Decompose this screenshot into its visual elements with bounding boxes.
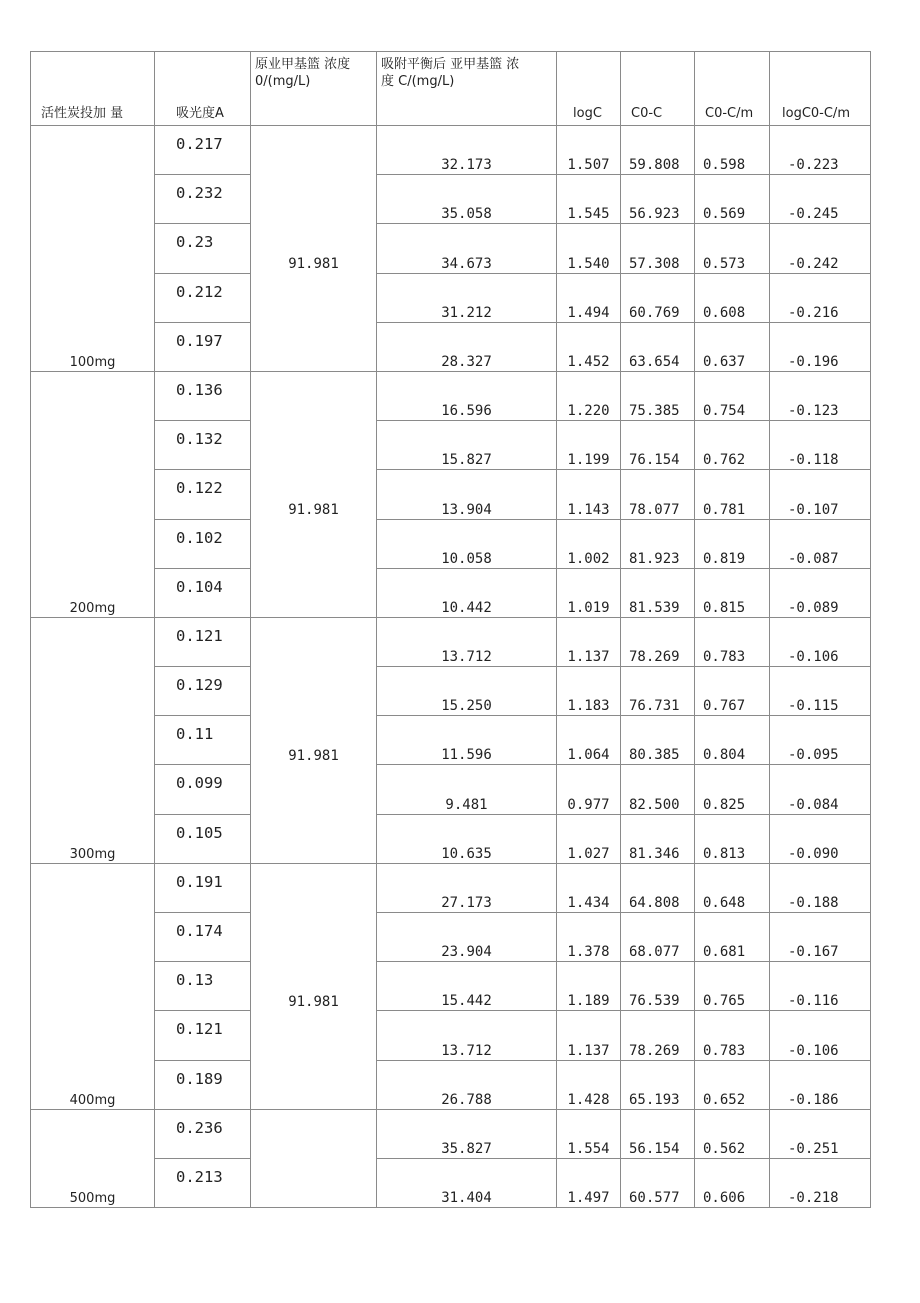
logc-cell: 1.434: [557, 863, 621, 912]
logc-cell: 1.002: [557, 519, 621, 568]
log-c0-minus-c-over-m-cell: -0.089: [770, 568, 871, 617]
absorbance-cell: 0.102: [155, 519, 251, 568]
equilibrium-concentration-cell: 27.173: [377, 863, 557, 912]
c0-minus-c-over-m-cell: 0.652: [695, 1060, 770, 1109]
table-row: [31, 519, 871, 568]
adsorption-data-table: [30, 51, 871, 1208]
table-row: [31, 371, 871, 420]
table-row: [31, 470, 871, 519]
table-row: [31, 1158, 871, 1207]
c0-minus-c-over-m-cell: 0.781: [695, 470, 770, 519]
table-row: [31, 913, 871, 962]
initial-concentration-cell: [251, 273, 377, 322]
initial-concentration-cell: [251, 617, 377, 666]
absorbance-cell: 0.232: [155, 175, 251, 224]
log-c0-minus-c-over-m-cell: -0.116: [770, 962, 871, 1011]
c0-minus-c-cell: 56.923: [621, 175, 695, 224]
equilibrium-concentration-cell: 35.827: [377, 1109, 557, 1158]
equilibrium-concentration-cell: 13.904: [377, 470, 557, 519]
equilibrium-concentration-cell: 10.635: [377, 814, 557, 863]
header-c0-minus-c-over-m: C0-C/m: [695, 52, 770, 126]
table-row: [31, 863, 871, 912]
c0-minus-c-cell: 80.385: [621, 716, 695, 765]
logc-cell: 1.497: [557, 1158, 621, 1207]
absorbance-cell: 0.099: [155, 765, 251, 814]
log-c0-minus-c-over-m-cell: -0.090: [770, 814, 871, 863]
log-c0-minus-c-over-m-cell: -0.218: [770, 1158, 871, 1207]
c0-minus-c-over-m-cell: 0.754: [695, 371, 770, 420]
equilibrium-concentration-cell: 28.327: [377, 322, 557, 371]
log-c0-minus-c-over-m-cell: -0.167: [770, 913, 871, 962]
initial-concentration-cell: [251, 568, 377, 617]
absorbance-cell: 0.212: [155, 273, 251, 322]
table-row: [31, 421, 871, 470]
c0-minus-c-over-m-cell: 0.783: [695, 1011, 770, 1060]
c0-minus-c-cell: 64.808: [621, 863, 695, 912]
equilibrium-concentration-cell: 31.404: [377, 1158, 557, 1207]
equilibrium-concentration-cell: 13.712: [377, 1011, 557, 1060]
c0-minus-c-over-m-cell: 0.606: [695, 1158, 770, 1207]
logc-cell: 1.183: [557, 667, 621, 716]
absorbance-cell: 0.11: [155, 716, 251, 765]
equilibrium-concentration-cell: 10.442: [377, 568, 557, 617]
log-c0-minus-c-over-m-cell: -0.216: [770, 273, 871, 322]
initial-concentration-cell: [251, 421, 377, 470]
initial-concentration-cell: [251, 1109, 377, 1158]
c0-minus-c-cell: 78.269: [621, 1011, 695, 1060]
c0-minus-c-over-m-cell: 0.819: [695, 519, 770, 568]
absorbance-cell: 0.13: [155, 962, 251, 1011]
table-row: [31, 667, 871, 716]
c0-minus-c-over-m-cell: 0.573: [695, 224, 770, 273]
absorbance-cell: 0.105: [155, 814, 251, 863]
c0-minus-c-cell: 76.731: [621, 667, 695, 716]
absorbance-cell: 0.197: [155, 322, 251, 371]
log-c0-minus-c-over-m-cell: -0.251: [770, 1109, 871, 1158]
header-absorbance: 吸光度A: [155, 52, 251, 126]
c0-minus-c-cell: 78.269: [621, 617, 695, 666]
equilibrium-concentration-cell: 9.481: [377, 765, 557, 814]
table-row: [31, 814, 871, 863]
table-row: [31, 1011, 871, 1060]
logc-cell: 1.137: [557, 617, 621, 666]
log-c0-minus-c-over-m-cell: -0.242: [770, 224, 871, 273]
initial-concentration-cell: 91.981: [251, 470, 377, 519]
equilibrium-concentration-cell: 15.442: [377, 962, 557, 1011]
absorbance-cell: 0.236: [155, 1109, 251, 1158]
c0-minus-c-cell: 68.077: [621, 913, 695, 962]
initial-concentration-cell: [251, 1011, 377, 1060]
c0-minus-c-cell: 81.346: [621, 814, 695, 863]
equilibrium-concentration-cell: 16.596: [377, 371, 557, 420]
dose-cell: 500mg: [31, 1109, 155, 1207]
log-c0-minus-c-over-m-cell: -0.115: [770, 667, 871, 716]
logc-cell: 1.220: [557, 371, 621, 420]
initial-concentration-cell: [251, 667, 377, 716]
log-c0-minus-c-over-m-cell: -0.107: [770, 470, 871, 519]
c0-minus-c-cell: 63.654: [621, 322, 695, 371]
header-dose: 活性炭投加 量: [31, 52, 155, 126]
log-c0-minus-c-over-m-cell: -0.106: [770, 617, 871, 666]
c0-minus-c-cell: 76.539: [621, 962, 695, 1011]
equilibrium-concentration-cell: 11.596: [377, 716, 557, 765]
header-row: [31, 52, 871, 126]
equilibrium-concentration-cell: 26.788: [377, 1060, 557, 1109]
absorbance-cell: 0.213: [155, 1158, 251, 1207]
c0-minus-c-cell: 65.193: [621, 1060, 695, 1109]
equilibrium-concentration-cell: 32.173: [377, 126, 557, 175]
c0-minus-c-cell: 60.577: [621, 1158, 695, 1207]
table-row: [31, 224, 871, 273]
c0-minus-c-over-m-cell: 0.762: [695, 421, 770, 470]
absorbance-cell: 0.121: [155, 1011, 251, 1060]
logc-cell: 1.064: [557, 716, 621, 765]
initial-concentration-cell: [251, 1158, 377, 1207]
table-row: [31, 126, 871, 175]
initial-concentration-cell: [251, 175, 377, 224]
dose-cell: 100mg: [31, 126, 155, 372]
equilibrium-concentration-cell: 34.673: [377, 224, 557, 273]
c0-minus-c-over-m-cell: 0.681: [695, 913, 770, 962]
logc-cell: 1.428: [557, 1060, 621, 1109]
absorbance-cell: 0.132: [155, 421, 251, 470]
logc-cell: 1.019: [557, 568, 621, 617]
c0-minus-c-cell: 60.769: [621, 273, 695, 322]
c0-minus-c-cell: 81.923: [621, 519, 695, 568]
logc-cell: 1.554: [557, 1109, 621, 1158]
table-row: [31, 1109, 871, 1158]
equilibrium-concentration-cell: 35.058: [377, 175, 557, 224]
log-c0-minus-c-over-m-cell: -0.186: [770, 1060, 871, 1109]
logc-cell: 1.143: [557, 470, 621, 519]
equilibrium-concentration-cell: 15.827: [377, 421, 557, 470]
initial-concentration-cell: [251, 1060, 377, 1109]
dose-cell: 300mg: [31, 617, 155, 863]
c0-minus-c-over-m-cell: 0.767: [695, 667, 770, 716]
header-log-c0-minus-c-over-m: logC0-C/m: [770, 52, 871, 126]
table-row: [31, 716, 871, 765]
header-equilibrium-concentration: 吸附平衡后 亚甲基篮 浓度 C/(mg/L): [377, 52, 557, 126]
initial-concentration-cell: 91.981: [251, 716, 377, 765]
header-initial-concentration: 原业甲基篮 浓度 0/(mg/L): [251, 52, 377, 126]
absorbance-cell: 0.189: [155, 1060, 251, 1109]
logc-cell: 1.452: [557, 322, 621, 371]
c0-minus-c-cell: 81.539: [621, 568, 695, 617]
header-c0-minus-c: C0-C: [621, 52, 695, 126]
table-row: [31, 765, 871, 814]
log-c0-minus-c-over-m-cell: -0.245: [770, 175, 871, 224]
c0-minus-c-over-m-cell: 0.804: [695, 716, 770, 765]
log-c0-minus-c-over-m-cell: -0.188: [770, 863, 871, 912]
logc-cell: 1.027: [557, 814, 621, 863]
log-c0-minus-c-over-m-cell: -0.087: [770, 519, 871, 568]
absorbance-cell: 0.122: [155, 470, 251, 519]
c0-minus-c-cell: 75.385: [621, 371, 695, 420]
table-row: [31, 322, 871, 371]
initial-concentration-cell: [251, 814, 377, 863]
log-c0-minus-c-over-m-cell: -0.196: [770, 322, 871, 371]
initial-concentration-cell: 91.981: [251, 962, 377, 1011]
table-row: [31, 962, 871, 1011]
initial-concentration-cell: [251, 322, 377, 371]
initial-concentration-cell: 91.981: [251, 224, 377, 273]
equilibrium-concentration-cell: 10.058: [377, 519, 557, 568]
logc-cell: 1.545: [557, 175, 621, 224]
initial-concentration-cell: [251, 913, 377, 962]
initial-concentration-cell: [251, 126, 377, 175]
c0-minus-c-over-m-cell: 0.815: [695, 568, 770, 617]
c0-minus-c-over-m-cell: 0.562: [695, 1109, 770, 1158]
table-row: [31, 568, 871, 617]
absorbance-cell: 0.136: [155, 371, 251, 420]
logc-cell: 1.507: [557, 126, 621, 175]
c0-minus-c-over-m-cell: 0.783: [695, 617, 770, 666]
header-logc: logC: [557, 52, 621, 126]
logc-cell: 0.977: [557, 765, 621, 814]
logc-cell: 1.137: [557, 1011, 621, 1060]
log-c0-minus-c-over-m-cell: -0.084: [770, 765, 871, 814]
equilibrium-concentration-cell: 31.212: [377, 273, 557, 322]
log-c0-minus-c-over-m-cell: -0.106: [770, 1011, 871, 1060]
absorbance-cell: 0.121: [155, 617, 251, 666]
table-row: [31, 175, 871, 224]
c0-minus-c-over-m-cell: 0.569: [695, 175, 770, 224]
absorbance-cell: 0.217: [155, 126, 251, 175]
equilibrium-concentration-cell: 13.712: [377, 617, 557, 666]
c0-minus-c-cell: 82.500: [621, 765, 695, 814]
logc-cell: 1.189: [557, 962, 621, 1011]
absorbance-cell: 0.104: [155, 568, 251, 617]
table-row: [31, 273, 871, 322]
c0-minus-c-cell: 57.308: [621, 224, 695, 273]
c0-minus-c-over-m-cell: 0.608: [695, 273, 770, 322]
initial-concentration-cell: [251, 863, 377, 912]
table-row: [31, 1060, 871, 1109]
dose-cell: 400mg: [31, 863, 155, 1109]
initial-concentration-cell: [251, 371, 377, 420]
logc-cell: 1.378: [557, 913, 621, 962]
c0-minus-c-cell: 59.808: [621, 126, 695, 175]
log-c0-minus-c-over-m-cell: -0.123: [770, 371, 871, 420]
c0-minus-c-over-m-cell: 0.637: [695, 322, 770, 371]
c0-minus-c-over-m-cell: 0.598: [695, 126, 770, 175]
equilibrium-concentration-cell: 23.904: [377, 913, 557, 962]
c0-minus-c-over-m-cell: 0.765: [695, 962, 770, 1011]
c0-minus-c-over-m-cell: 0.648: [695, 863, 770, 912]
logc-cell: 1.540: [557, 224, 621, 273]
log-c0-minus-c-over-m-cell: -0.223: [770, 126, 871, 175]
absorbance-cell: 0.174: [155, 913, 251, 962]
dose-cell: 200mg: [31, 371, 155, 617]
initial-concentration-cell: [251, 765, 377, 814]
c0-minus-c-cell: 56.154: [621, 1109, 695, 1158]
absorbance-cell: 0.129: [155, 667, 251, 716]
absorbance-cell: 0.191: [155, 863, 251, 912]
c0-minus-c-over-m-cell: 0.825: [695, 765, 770, 814]
equilibrium-concentration-cell: 15.250: [377, 667, 557, 716]
log-c0-minus-c-over-m-cell: -0.095: [770, 716, 871, 765]
c0-minus-c-cell: 76.154: [621, 421, 695, 470]
logc-cell: 1.199: [557, 421, 621, 470]
absorbance-cell: 0.23: [155, 224, 251, 273]
table-row: [31, 617, 871, 666]
logc-cell: 1.494: [557, 273, 621, 322]
c0-minus-c-over-m-cell: 0.813: [695, 814, 770, 863]
initial-concentration-cell: [251, 519, 377, 568]
log-c0-minus-c-over-m-cell: -0.118: [770, 421, 871, 470]
c0-minus-c-cell: 78.077: [621, 470, 695, 519]
